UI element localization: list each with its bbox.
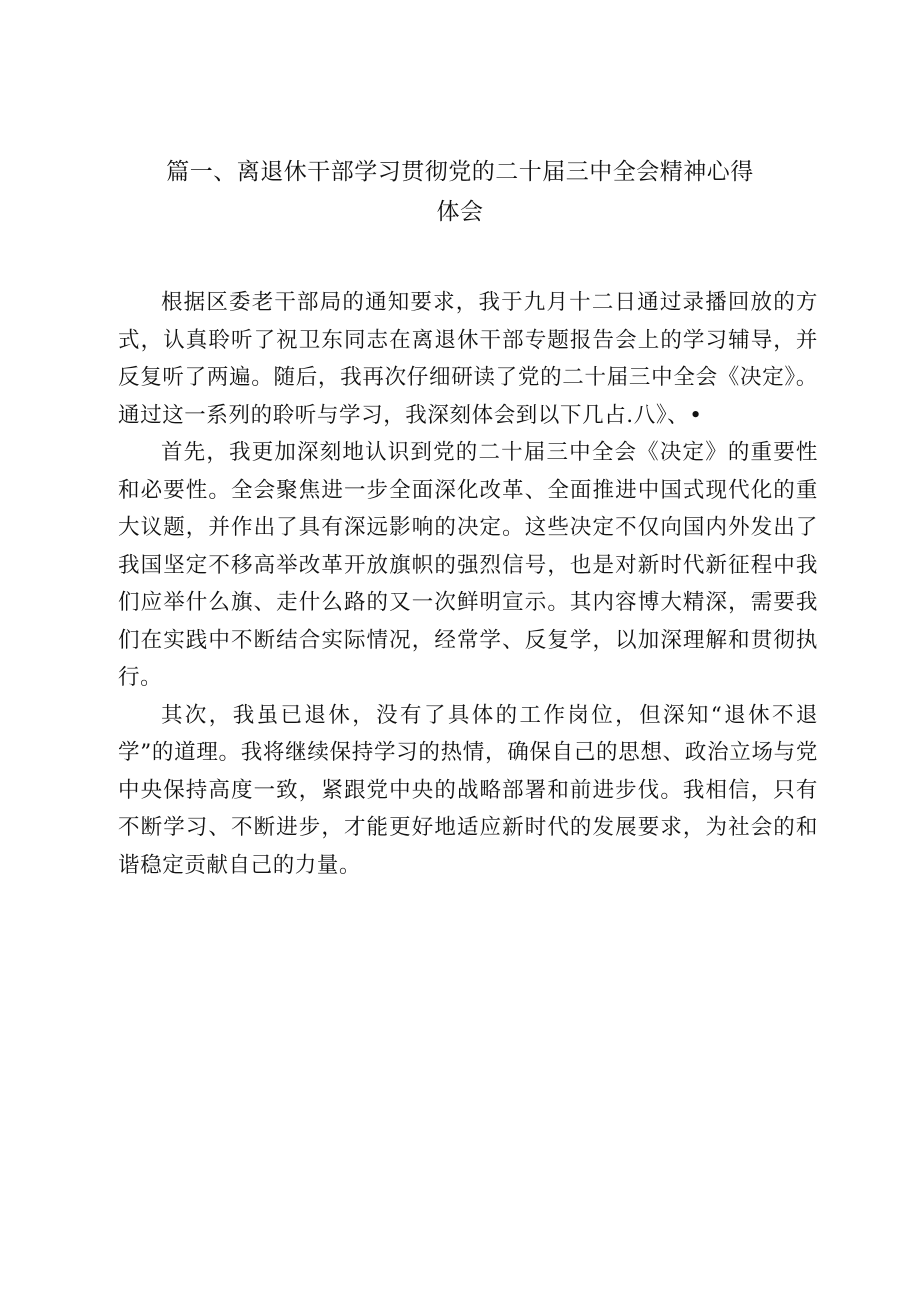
document-body (118, 284, 818, 884)
document-title (120, 152, 800, 232)
paragraph-first-point: 首先，我更加深刻地认识到党的二十届三中全会《决定》的重要性和必要性。全会聚焦进一步全面深化改革、全面推进中国式现代化的重大议题，并作出了具有深远影响的决定。这些决定不仅向国内外发出了我国坚定不移高举改革开放旗帜的强烈信号，也是对新时代新征程中我们应举什么旗、走什么路的又一次鲜明宣示。其内容博大精深，需要我们在实践中不断结合实际情况，经常学、反复学，以加深理解和贯彻执行。 (118, 440, 818, 690)
paragraph-intro: 根据区委老干部局的通知要求，我于九月十二日通过录播回放的方式，认真聆听了祝卫东同志在离退休干部专题报告会上的学习辅导，并反复听了两遍。随后，我再次仔细研读了党的二十届三中全会《决定》。通过这一系列的聆听与学习，我深刻体会到以下几占.八》、• (118, 290, 818, 428)
title-line-2: 体会 (436, 199, 484, 225)
title-line-1: 篇一、离退休干部学习贯彻党的二十届三中全会精神心得 (166, 159, 754, 185)
paragraph-second-point: 其次，我虽已退休，没有了具体的工作岗位，但深知“退休不退学”的道理。我将继续保持学习的热情，确保自己的思想、政治立场与党中央保持高度一致，紧跟党中央的战略部署和前进步伐。我相信，只有不断学习、不断进步，才能更好地适应新时代的发展要求，为社会的和谐稳定贡献自己的力量。 (118, 702, 818, 878)
